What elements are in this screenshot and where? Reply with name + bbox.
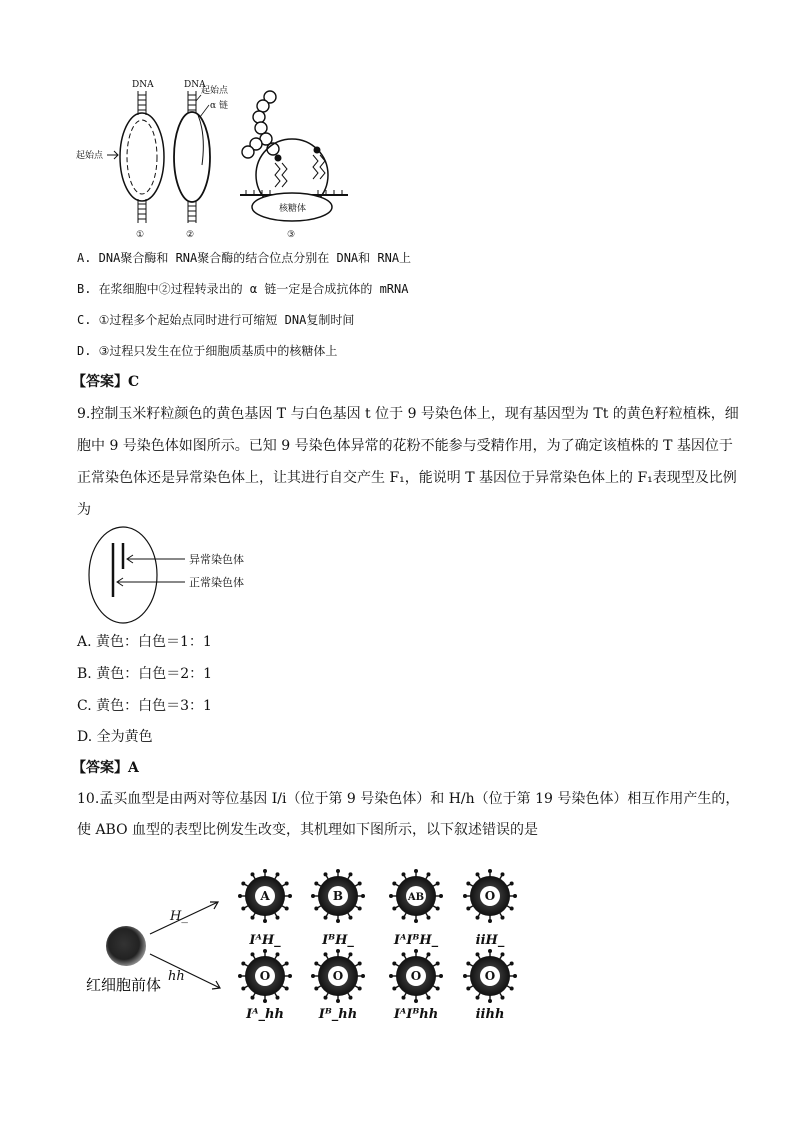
blood-cell-2-2 xyxy=(311,949,365,1003)
transcription-bubble xyxy=(174,112,210,202)
q8-option-d: D. ③过程只发生在位于细胞质基质中的核糖体上 xyxy=(77,344,338,358)
bombay-blood-type-figure xyxy=(80,858,540,1028)
blood-cell-1-2 xyxy=(311,869,365,923)
rbc-precursor-label: 红细胞前体 xyxy=(86,976,162,994)
genotype-label: iihh xyxy=(475,1007,505,1022)
dna-label-2: DNA xyxy=(184,80,206,90)
q9-stem-line-3: 正常染色体还是异常染色体上，让其进行自交产生 F₁，能说明 T 基因位于异常染色体上的 F₁表现型及比例 xyxy=(77,470,737,486)
genotype-label: Iᴬ_hh xyxy=(246,1007,284,1022)
q10-stem-line-1: 10.孟买血型是由两对等位基因 I/i（位于第 9 号染色体）和 H/h（位于第 19 号染色体）相互作用产生的， xyxy=(77,791,740,807)
antigen-label: A xyxy=(260,889,270,903)
blood-cell-2-3 xyxy=(389,949,443,1003)
replication-transcription-translation-figure xyxy=(70,75,360,240)
antigen-label: O xyxy=(484,969,496,983)
ribosome-label: 核糖体 xyxy=(279,204,307,214)
panel-number-1: ① xyxy=(136,230,145,240)
genotype-label: IᴮH_ xyxy=(322,933,354,948)
q8-answer: 【答案】C xyxy=(72,374,140,390)
antigen-label: O xyxy=(259,969,271,983)
dna-ladder-bottom-1 xyxy=(138,199,146,223)
genotype-label: iiH_ xyxy=(475,933,505,948)
blood-cell-1-3 xyxy=(389,869,443,923)
q9-stem-line-2: 胞中 9 号染色体如图所示。已知 9 号染色体异常的花粉不能参与受精作用，为了确定该植株的 T 基因位于 xyxy=(77,438,733,454)
q9-option-a: A. 黄色：白色＝1：1 xyxy=(77,634,212,650)
genotype-label: IᴬIᴮH_ xyxy=(393,933,439,948)
q9-option-c: C. 黄色：白色＝3：1 xyxy=(77,698,212,714)
trna-icons xyxy=(275,147,325,187)
q8-option-a: A. DNA聚合酶和 RNA聚合酶的结合位点分别在 DNA和 RNA上 xyxy=(77,251,412,265)
dna-ladder-bottom-2 xyxy=(188,201,196,223)
q9-stem-line-1: 9.控制玉米籽粒颜色的黄色基因 T 与白色基因 t 位于 9 号染色体上，现有基因型为 Tt 的黄色籽粒植株，细 xyxy=(77,406,739,422)
panel-number-2: ② xyxy=(186,230,195,240)
q8-option-c: C. ①过程多个起始点同时进行可缩短 DNA复制时间 xyxy=(77,313,355,327)
arrow-hh-label: hh xyxy=(168,969,185,984)
origin-label-top: 起始点 xyxy=(201,86,229,96)
blood-cell-2-4 xyxy=(463,949,517,1003)
blood-cell-1-1 xyxy=(238,869,292,923)
blood-cell-2-1 xyxy=(238,949,292,1003)
genotype-label: IᴬIᴮhh xyxy=(393,1007,439,1022)
q9-option-b: B. 黄色：白色＝2：1 xyxy=(77,666,213,682)
q10-stem-line-2: 使 ABO 血型的表型比例发生改变，其机理如下图所示，以下叙述错误的是 xyxy=(77,822,539,838)
chromosome-figure xyxy=(85,525,285,625)
cell-outline xyxy=(89,527,157,623)
panel-number-3: ③ xyxy=(287,230,296,240)
q9-answer: 【答案】A xyxy=(72,760,139,776)
q9-option-d: D. 全为黄色 xyxy=(77,729,153,745)
antigen-label: O xyxy=(484,889,496,903)
normal-chromosome-label: 正常染色体 xyxy=(189,576,244,589)
origin-label-left: 起始点 xyxy=(76,151,104,161)
q9-stem-line-4: 为 xyxy=(77,502,91,518)
dna-label-1: DNA xyxy=(132,80,154,90)
dna-ladder-top-2 xyxy=(188,91,196,113)
antigen-label: O xyxy=(332,969,344,983)
antigen-label: O xyxy=(410,969,422,983)
genotype-label: IᴬH_ xyxy=(249,933,281,948)
alpha-chain-label: α 链 xyxy=(210,101,228,111)
antigen-label: AB xyxy=(407,892,425,903)
rbc-precursor-cell xyxy=(106,926,146,966)
normal-arrow-icon xyxy=(117,578,185,586)
genotype-label: Iᴮ_hh xyxy=(318,1007,358,1022)
dna-ladder-top-1 xyxy=(138,91,146,115)
arrow-h-label: H_ xyxy=(170,909,188,924)
antigen-label: B xyxy=(332,889,344,903)
abnormal-chromosome-label: 异常染色体 xyxy=(189,553,244,566)
origin-arrow-icon xyxy=(107,151,118,159)
q8-option-b: B. 在浆细胞中②过程转录出的 α 链一定是合成抗体的 mRNA xyxy=(77,282,409,296)
blood-cell-1-4 xyxy=(463,869,517,923)
